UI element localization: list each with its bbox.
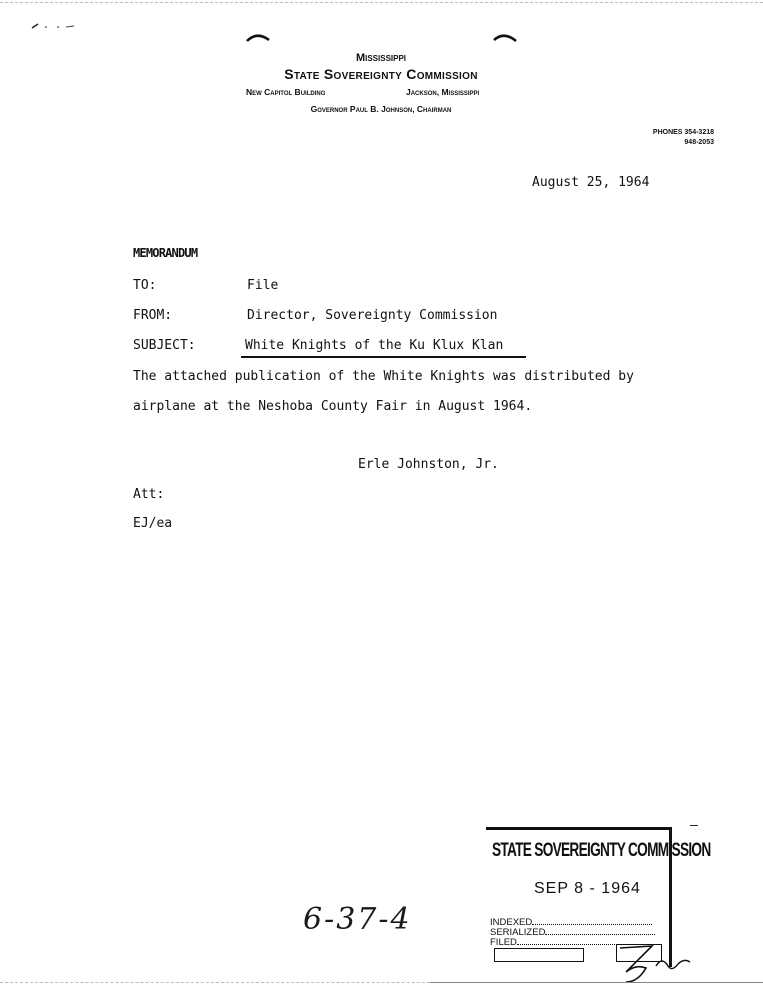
letterhead-chairman: Governor Paul B. Johnson, Chairman — [310, 104, 452, 114]
letterhead-commission: State Sovereignty Commission — [284, 66, 478, 82]
signature: Erle Johnston, Jr. — [358, 457, 499, 472]
subject-value: White Knights of the Ku Klux Klan — [245, 338, 504, 353]
stamp-title: STATE SOVEREIGNTY COMMISSION — [492, 840, 711, 861]
stamp-filed-label: FILED — [490, 937, 517, 948]
letterhead-state: Mississippi — [355, 52, 407, 64]
memo-date: August 25, 1964 — [532, 175, 650, 190]
subject-underline — [241, 356, 526, 358]
from-label: FROM: — [133, 308, 173, 323]
body-line-2: airplane at the Neshoba County Fair in August 1964. — [133, 399, 533, 414]
stamp-date: SEP 8 - 1964 — [534, 880, 641, 897]
phones-line-1: PHONES 354-3218 — [652, 129, 714, 136]
handwritten-initials — [612, 938, 696, 986]
phones-line-2: 948-2053 — [684, 139, 714, 146]
stamp-box-left — [494, 948, 584, 962]
handwritten-file-number: 6-37-4 — [303, 902, 412, 937]
letterhead-address-right: Jackson, Mississippi — [406, 87, 480, 97]
stamp-serialized-label: SERIALIZED — [490, 927, 546, 938]
subject-label: SUBJECT: — [133, 338, 196, 353]
letterhead-right-mark — [492, 30, 518, 44]
margin-marks — [30, 18, 80, 32]
att-label: Att: — [133, 487, 165, 502]
letterhead-left-mark — [245, 30, 271, 44]
stamp-indexed-label: INDEXED — [490, 917, 533, 928]
to-value: File — [247, 278, 279, 293]
letterhead-address-left: New Capitol Building — [246, 87, 326, 97]
initials: EJ/ea — [133, 516, 173, 531]
from-value: Director, Sovereignty Commission — [247, 308, 498, 323]
to-label: TO: — [133, 278, 157, 293]
stamp-corner-mark — [690, 825, 698, 826]
memo-heading: MEMORANDUM — [133, 246, 198, 260]
bottom-edge-line — [0, 982, 480, 983]
top-edge-line — [0, 2, 763, 3]
bottom-edge-line-right — [430, 982, 763, 983]
body-line-1: The attached publication of the White Knights was distributed by — [133, 369, 634, 384]
